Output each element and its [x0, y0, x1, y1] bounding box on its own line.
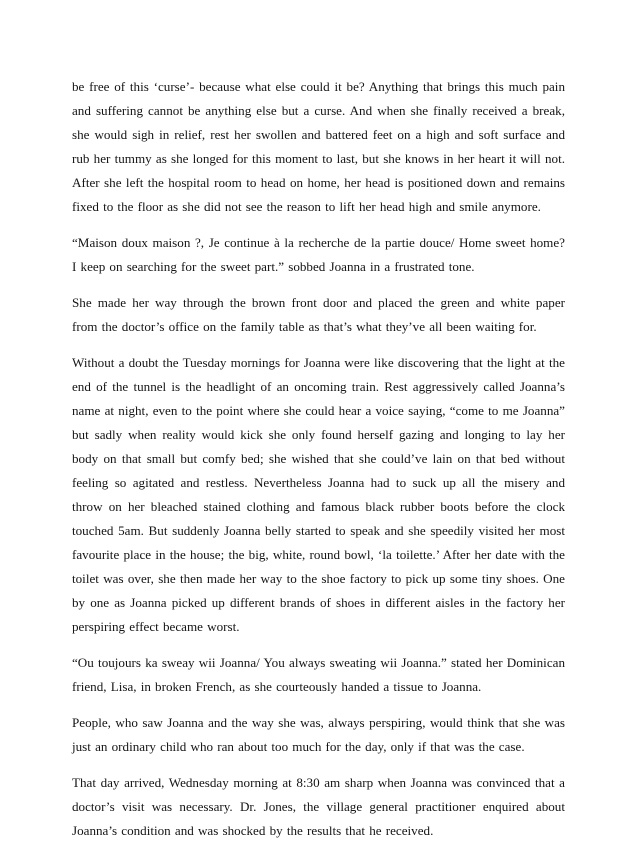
- paragraph-tuesday: Without a doubt the Tuesday mornings for Joanna were like discovering that the light at the end of the tunnel is the headlight of an oncoming train. Rest aggressively called Joanna’s name at night, even to the point where she could hear a voice saying, “come to me Joanna” but sadly when reality would kick she only found herself gazing and longing to lay her body on that small but comfy bed; she wished that she could’ve lain on that bed without feeling so agitated and restless. Nevertheless Joanna had to suck up all the misery and throw on her bleached stained clothing and famous black rubber boots before the clock touched 5am. But suddenly Joanna belly started to speak and she speedily visited her most favourite place in the house; the big, white, round bowl, ‘la toilette.’ After her date with the toilet was over, she then made her way to the shoe factory to pick up some tiny shoes. One by one as Joanna picked up different brands of shoes in different aisles in the factory her perspiring effect became worst.: [72, 355, 565, 634]
- paragraph-front-door: She made her way through the brown front door and placed the green and white paper from the doctor’s office on the family table as that’s what they’ve all been waiting for.: [72, 295, 565, 334]
- paragraph-wednesday: That day arrived, Wednesday morning at 8:30 am sharp when Joanna was convinced that a doctor’s visit was necessary. Dr. Jones, the village general practitioner enquired about Joanna’s condition and was shocked by the results that he received.: [72, 775, 565, 838]
- document-text-body: [72, 75, 565, 843]
- paragraph-people: People, who saw Joanna and the way she was, always perspiring, would think that she was just an ordinary child who ran about too much for the day, only if that was the case.: [72, 715, 565, 754]
- paragraph-lisa: “Ou toujours ka sweay wii Joanna/ You always sweating wii Joanna.” stated her Dominican friend, Lisa, in broken French, as she courteously handed a tissue to Joanna.: [72, 655, 565, 694]
- paragraph-curse: be free of this ‘curse’- because what else could it be? Anything that brings this much pain and suffering cannot be anything else but a curse. And when she finally received a break, she would sigh in relief, rest her swollen and battered feet on a high and soft surface and rub her tummy as she longed for this moment to last, but she knows in her heart it will not. After she left the hospital room to head on home, her head is positioned down and remains fixed to the floor as she did not see the reason to lift her head high and smile anymore.: [72, 79, 565, 214]
- paragraph-maison: “Maison doux maison ?, Je continue à la recherche de la partie douce/ Home sweet home? I keep on searching for the sweet part.” sobbed Joanna in a frustrated tone.: [72, 235, 565, 274]
